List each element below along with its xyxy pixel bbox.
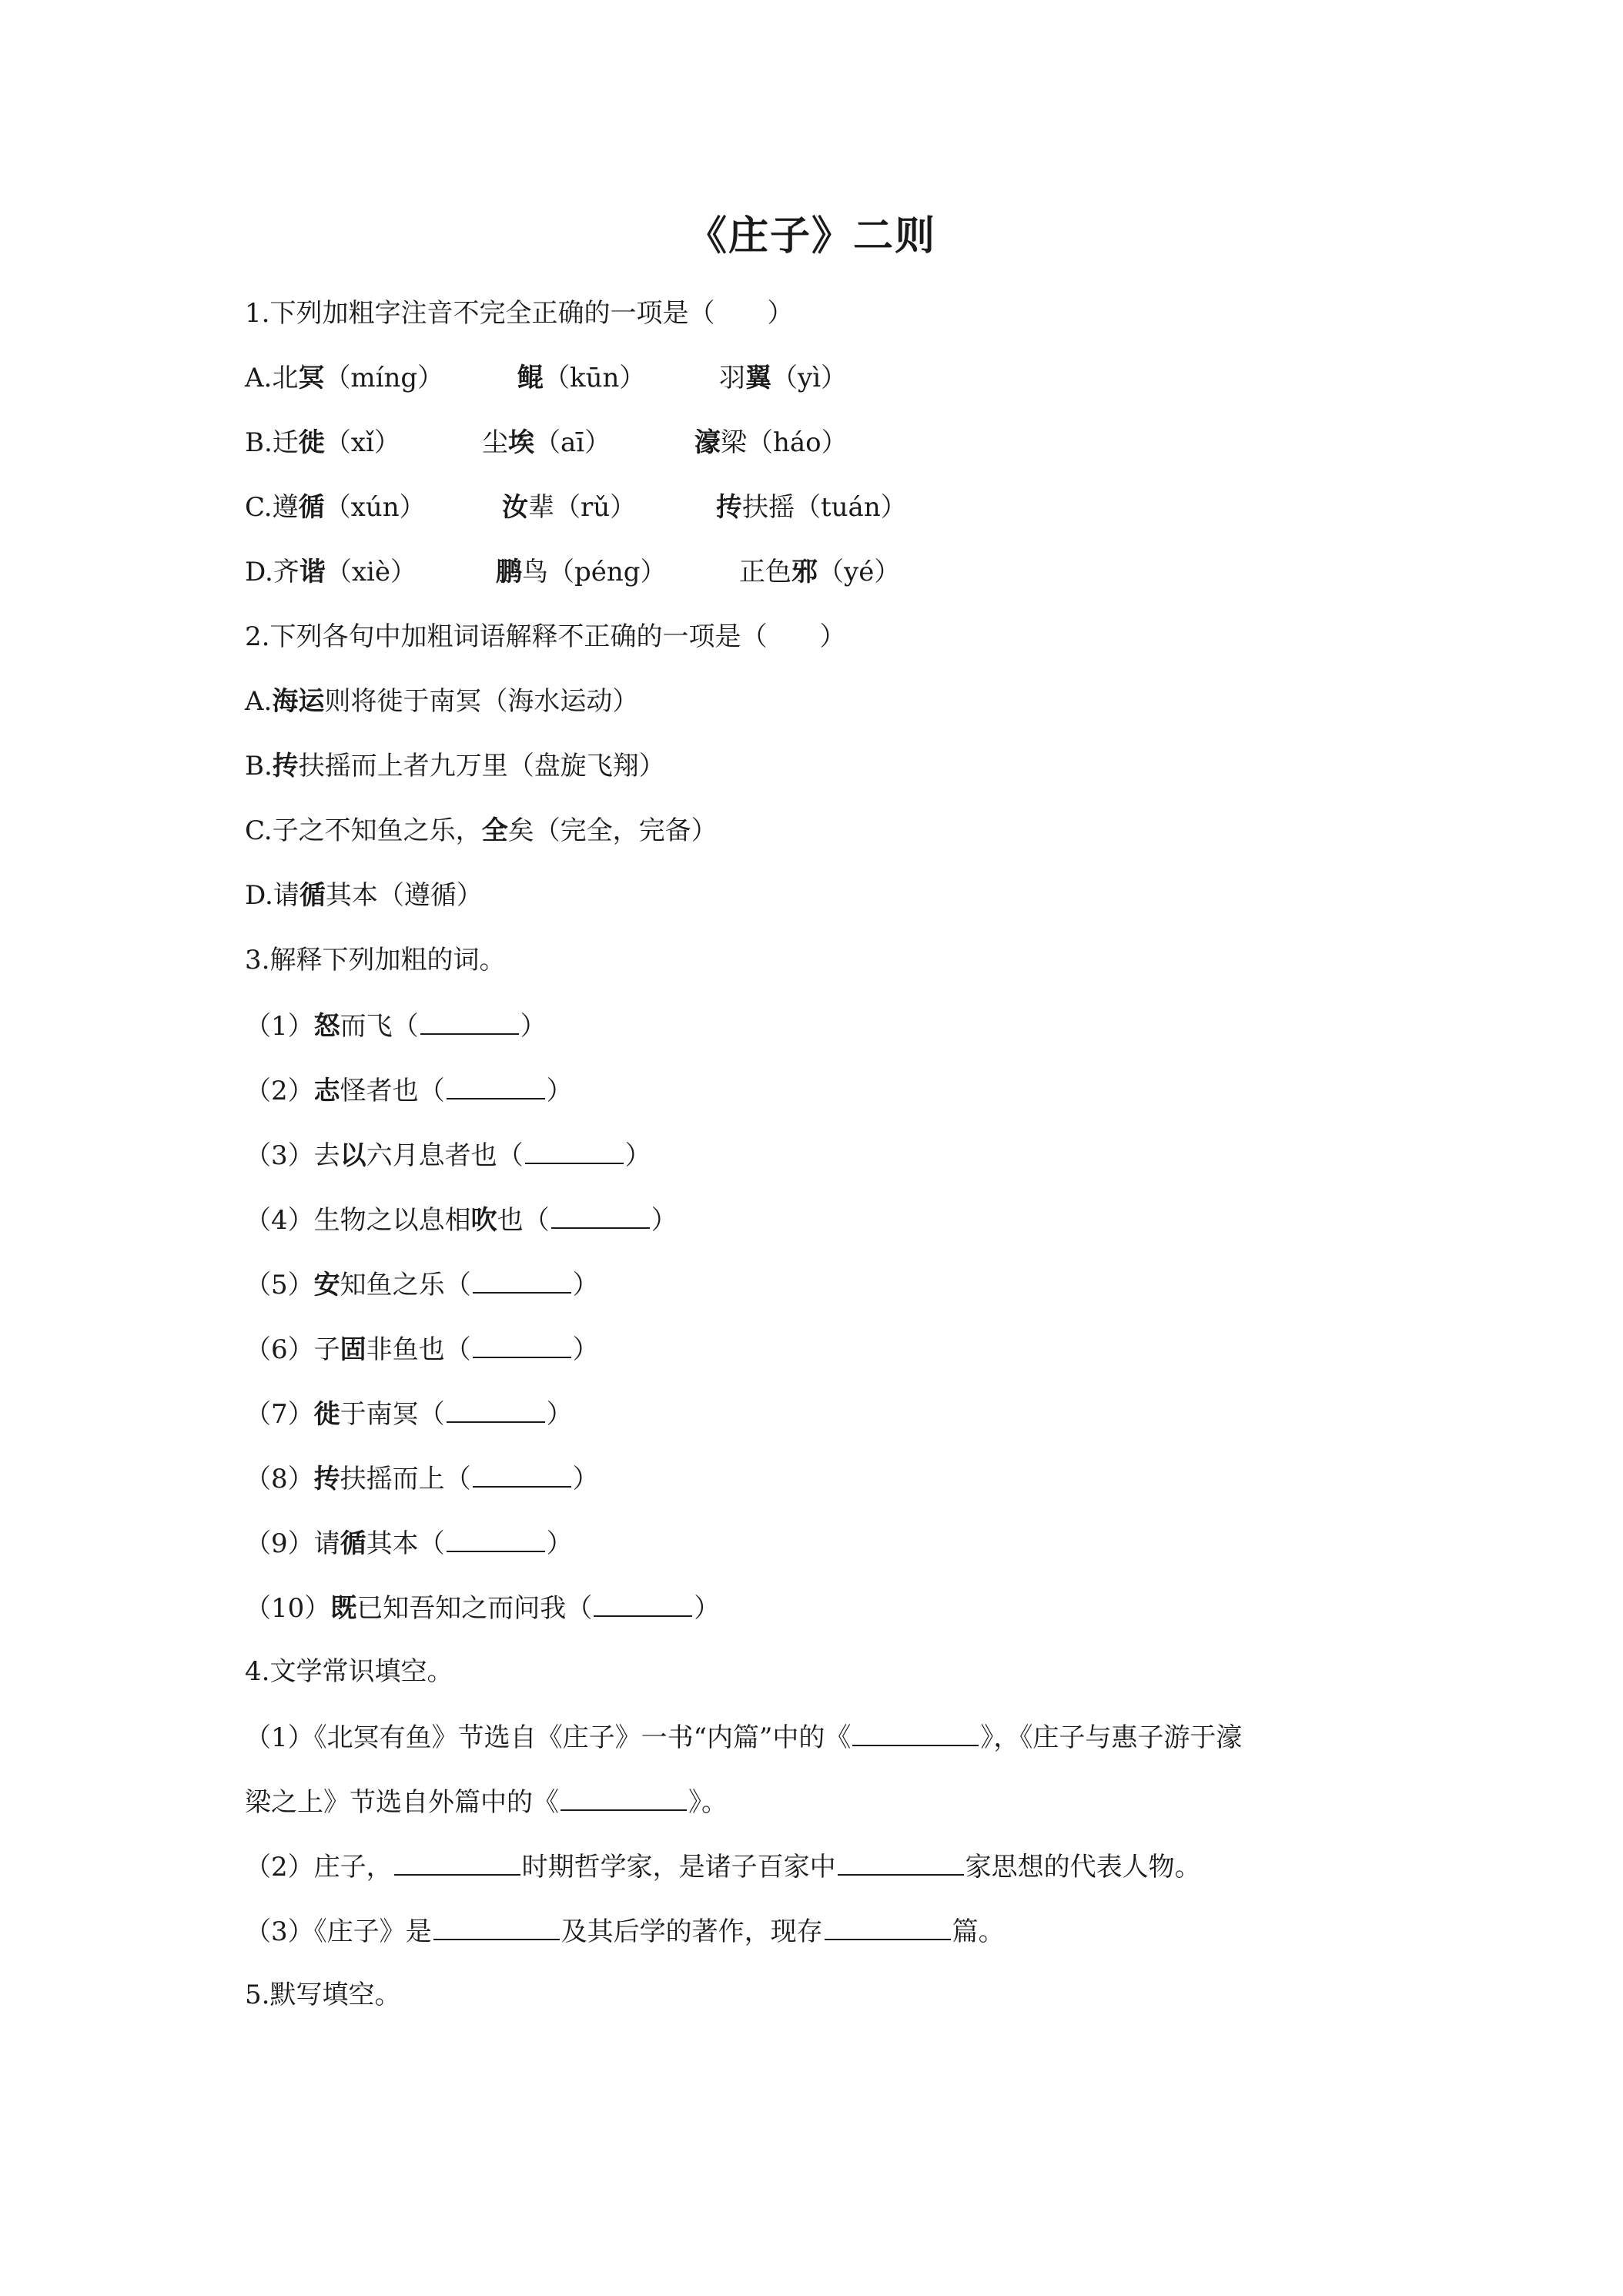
q3-item: （6）子固非鱼也（ ） bbox=[245, 1329, 599, 1369]
q4-item-1-line-2: 梁之上》节选自外篇中的《 》。 bbox=[245, 1782, 728, 1822]
answer-blank[interactable] bbox=[825, 1911, 951, 1940]
q4-stem: 4.文学常识填空。 bbox=[245, 1656, 453, 1687]
q3-stem: 3.解释下列加粗的词。 bbox=[245, 945, 506, 976]
q1-option-a: A.北冥（míng） 鲲（kūn） 羽翼（yì） bbox=[245, 363, 848, 393]
answer-blank[interactable] bbox=[561, 1782, 687, 1811]
q3-item: （8）抟扶摇而上（ ） bbox=[245, 1458, 599, 1498]
answer-blank[interactable] bbox=[473, 1264, 571, 1294]
page-title: 《庄子》二则 bbox=[686, 213, 936, 259]
q2-option-c: C.子之不知鱼之乐，全矣（完全，完备） bbox=[245, 815, 718, 846]
answer-blank[interactable] bbox=[852, 1717, 979, 1746]
answer-blank[interactable] bbox=[447, 1070, 545, 1099]
answer-blank[interactable] bbox=[447, 1523, 545, 1552]
answer-blank[interactable] bbox=[473, 1329, 571, 1358]
answer-blank[interactable] bbox=[447, 1394, 545, 1423]
answer-blank[interactable] bbox=[838, 1846, 964, 1876]
q5-stem: 5.默写填空。 bbox=[245, 1980, 401, 2010]
q4-item-2: （2）庄子， 时期哲学家，是诸子百家中 家思想的代表人物。 bbox=[245, 1846, 1201, 1886]
answer-blank[interactable] bbox=[594, 1588, 692, 1617]
q4-item-3: （3）《庄子》是 及其后学的著作，现存 篇。 bbox=[245, 1911, 1005, 1951]
q2-option-a: A.海运则将徙于南冥（海水运动） bbox=[245, 686, 639, 717]
q2-option-d: D.请循其本（遵循） bbox=[245, 880, 483, 911]
q2-stem: 2.下列各句中加粗词语解释不正确的一项是（ ） bbox=[245, 621, 846, 652]
q3-item: （3）去以六月息者也（ ） bbox=[245, 1135, 651, 1175]
q3-item: （4）生物之以息相吹也（ ） bbox=[245, 1200, 678, 1240]
q1-stem: 1.下列加粗字注音不完全正确的一项是（ ） bbox=[245, 298, 794, 329]
q3-item: （7）徙于南冥（ ） bbox=[245, 1394, 573, 1434]
q2-option-b: B.抟扶摇而上者九万里（盘旋飞翔） bbox=[245, 751, 665, 782]
answer-blank[interactable] bbox=[433, 1911, 560, 1940]
q3-item: （9）请循其本（ ） bbox=[245, 1523, 573, 1563]
answer-blank[interactable] bbox=[551, 1200, 650, 1229]
answer-blank[interactable] bbox=[473, 1458, 571, 1488]
answer-blank[interactable] bbox=[525, 1135, 624, 1164]
q4-item-1-line-1: （1）《北冥有鱼》节选自《庄子》一书“内篇”中的《 》，《庄子与惠子游于濠 bbox=[245, 1717, 1242, 1757]
q3-item: （5）安知鱼之乐（ ） bbox=[245, 1264, 599, 1304]
q1-option-d: D.齐谐（xiè） 鹏鸟（péng） 正色邪（yé） bbox=[245, 557, 901, 587]
q3-item: （10）既已知吾知之而问我（ ） bbox=[245, 1588, 720, 1628]
q3-item: （1）怒而飞（ ） bbox=[245, 1006, 547, 1046]
q3-item: （2）志怪者也（ ） bbox=[245, 1070, 573, 1110]
q1-option-b: B.迁徙（xǐ） 尘埃（aī） 濠梁（háo） bbox=[245, 427, 848, 458]
answer-blank[interactable] bbox=[394, 1846, 520, 1876]
answer-blank[interactable] bbox=[420, 1006, 519, 1035]
q1-option-c: C.遵循（xún） 汝辈（rǔ） 抟扶摇（tuán） bbox=[245, 492, 907, 523]
